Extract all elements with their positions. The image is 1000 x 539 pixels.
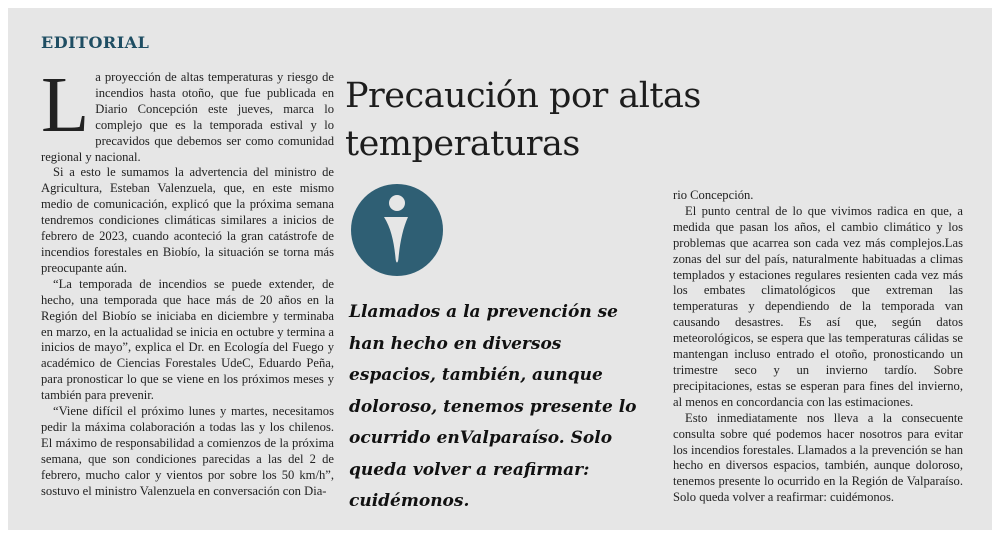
paragraph: “Viene difícil el próximo lunes y martes, necesitamos pedir la máxima colaboración a todas las y los chilenos. El máximo de responsabilidad a comienzos de la próxima semana, que son condiciones parecidas a las del 2 de febrero, mucho calor y vientos por sobre los 50 km/h”, sostuvo el ministro Valenzuela en conversación con Dia- [41,404,334,498]
drop-cap: L [41,62,90,149]
section-label: EDITORIAL [41,33,150,52]
info-icon [351,184,443,276]
pull-quote: Llamados a la prevención se han hecho en diversos espacios, también, aunque doloroso, tenemos presente lo ocurrido enValparaíso. Solo queda volver a reafirmar: cuidémonos. [349,302,637,511]
headline: Precaución por altas temperaturas [345,76,701,164]
left-column [41,62,334,499]
editorial-page [8,8,992,530]
paragraph: “La temporada de incendios se puede extender, de hecho, una temporada que hace más de 20 años en la Región del Biobío se iniciaba en diciembre y terminaba en marzo, en la actualidad se inicia en octubre y termina a inicios de mayo”, explica el Dr. en Ecología del Fuego y académico de Ciencias Forestales UdeC, Eduardo Peña, para pronosticar lo que se viene en los próximos meses y también para prevenir. [41,276,334,403]
paragraph: rio Concepción. [673,188,754,202]
paragraph-text: a proyección de altas temperaturas y riesgo de incendios hasta otoño, que fue publicada en Diario Concepción este jueves, marca lo complejo que es la temporada estival y lo precavidos que debemos ser como comunidad regional y nacional. [41,70,334,164]
right-column [673,188,963,506]
paragraph: Esto inmediatamente nos lleva a la consecuente consulta sobre qué podemos hacer nosotros para evitar los incendios forestales. Llamados a la prevención se han hecho en diversos espacios, también, aunque doloroso, tenemos presente lo ocurrido en la Región de Valparaíso. Solo queda volver a reafirmar: cuidémonos. [673,410,963,505]
paragraph: Si a esto le sumamos la advertencia del ministro de Agricultura, Esteban Valenzuela, que, en este mismo medio de comunicación, explicó que la próxima semana tendremos condiciones climáticas similares a inicios de febrero de 2023, cuando aconteció la gran catástrofe de incendios forestales en Biobío, la situación se torna más preocupante aún. [41,165,334,275]
paragraph: El punto central de lo que vivimos radica en que, a medida que pasan los años, el cambio climático y los problemas que acarrea son cada vez más complejos.Las zonas del sur del país, naturalmente habituadas a climas templados y estaciones regulares resienten cada vez más los embates climatológicos que extreman las temperaturas y dependiendo de la temporada van causando desastres. Es así que, según datos meteorológicos, se espera que las temperaturas cálidas se mantengan incluso entrado el otoño, pronosticando un trimestre seco y un invierno tardío. Sobre precipitaciones, estas se esperan para fines del invierno, al menos en concordancia con las estimaciones. [673,203,963,409]
paragraph [41,62,334,165]
